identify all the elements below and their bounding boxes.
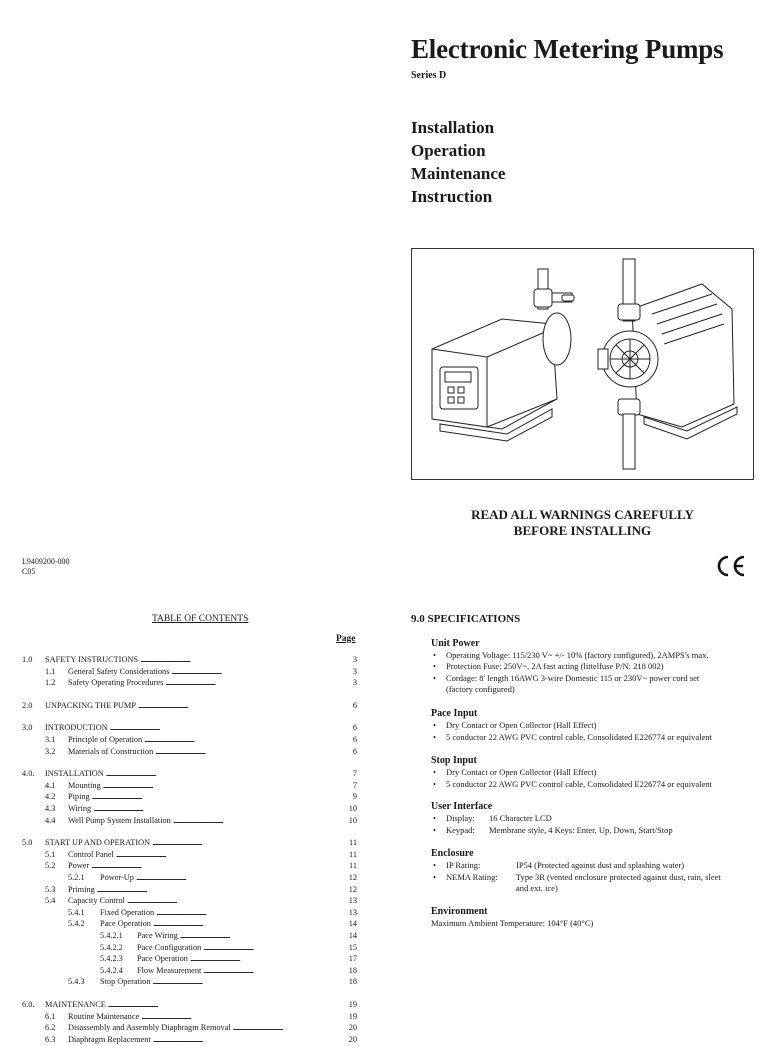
- toc-leader: [45, 722, 357, 734]
- toc-page-number: 14: [348, 931, 357, 940]
- doc-number: L9409200-000: [22, 557, 70, 566]
- toc-leader: [68, 815, 357, 827]
- toc-number: 5.4.2: [68, 919, 85, 929]
- spec-line: (factory configured): [446, 684, 515, 694]
- toc-title: Disassembly and Assembly Diaphragm Removal: [68, 1023, 231, 1033]
- toc-title: Diaphragm Replacement: [68, 1034, 151, 1044]
- topic-maintenance: Maintenance: [411, 164, 506, 183]
- toc-title: General Safety Considerations: [68, 666, 170, 676]
- toc-page-number: 11: [349, 861, 357, 871]
- spec-label: IP Rating:: [446, 860, 481, 870]
- toc-page-number: 6: [352, 735, 357, 744]
- toc-page-number: 6: [352, 746, 357, 756]
- toc-title: Routine Maintenance: [68, 1011, 140, 1021]
- toc-entry: [0, 722, 357, 733]
- toc-entry: [0, 1034, 357, 1045]
- toc-leader: [68, 803, 357, 815]
- toc-leader: [68, 734, 357, 746]
- spec-label: Display:: [446, 813, 475, 823]
- bullet-icon: •: [433, 650, 436, 660]
- toc-number: 6.3: [45, 1034, 56, 1044]
- toc-entry: [0, 803, 357, 814]
- toc-number: 3.1: [45, 735, 56, 744]
- toc-title: UNPACKING THE PUMP: [45, 700, 136, 710]
- bullet-icon: •: [433, 813, 436, 823]
- toc-number: 5.4.1: [68, 907, 85, 917]
- toc-page-number: 15: [348, 942, 357, 952]
- toc-page-number: 19: [348, 1011, 357, 1021]
- toc-page-label: Page: [336, 634, 356, 644]
- bullet-icon: •: [433, 779, 436, 789]
- spec-line: Protection Fuse: 250V~, 2A fast acting (littelfuse P/N: 218 002): [446, 661, 664, 671]
- toc-leader: [68, 1011, 357, 1023]
- toc-leader: [68, 1034, 357, 1046]
- spec-line: Dry Contact or Open Collector (Hall Effect): [446, 720, 597, 730]
- toc-title: SAFETY INSTRUCTIONS: [45, 655, 139, 664]
- spec-value: and ext. ice): [516, 883, 558, 893]
- warning-line-2: BEFORE INSTALLING: [513, 523, 652, 538]
- toc-leader: [45, 999, 357, 1011]
- toc-entry: [0, 734, 357, 745]
- toc-leader: [45, 837, 357, 849]
- toc-entry: [0, 1011, 357, 1022]
- toc-page-number: 13: [348, 896, 357, 906]
- warning-line-1: READ ALL WARNINGS CAREFULLY: [471, 507, 694, 522]
- toc-number: 5.2: [45, 861, 56, 871]
- toc-leader: [45, 700, 357, 712]
- toc-number: 5.4.2.3: [100, 954, 123, 964]
- toc-leader: [100, 976, 357, 988]
- toc-title: Control Panel: [68, 849, 114, 859]
- toc-title: MAINTENANCE: [45, 1000, 106, 1009]
- doc-revision: C05: [22, 567, 36, 576]
- toc-page-number: 18: [348, 965, 357, 975]
- topic-installation: Installation: [411, 118, 495, 137]
- toc-number: 5.2.1: [68, 873, 85, 882]
- toc-page-number: 13: [348, 907, 357, 917]
- spec-line: 5 conductor 22 AWG PVC control cable, Consolidated E226774 or equivalent: [446, 779, 712, 789]
- toc-number: 5.4.3: [68, 977, 85, 987]
- toc-title: Power-Up: [100, 873, 134, 882]
- topic-operation: Operation: [411, 141, 486, 160]
- toc-leader: [68, 746, 357, 758]
- toc-leader: [137, 942, 357, 954]
- spec-value: 16 Character LCD: [489, 813, 552, 823]
- bullet-icon: •: [433, 661, 436, 671]
- toc-leader: [68, 780, 357, 792]
- toc-number: 5.1: [45, 849, 56, 859]
- toc-leader: [100, 907, 357, 919]
- toc-page-number: 18: [348, 977, 357, 987]
- ce-mark-logo: [714, 553, 746, 579]
- toc-entry: [0, 654, 357, 665]
- toc-entry: [0, 918, 357, 929]
- toc-leader: [45, 654, 357, 666]
- toc-number: 4.4: [45, 815, 56, 825]
- toc-leader: [137, 965, 357, 977]
- toc-title: TABLE OF CONTENTS: [152, 614, 249, 624]
- toc-page-number: 9: [352, 792, 357, 802]
- spec-label: Keypad:: [446, 825, 475, 835]
- toc-page-number: 19: [348, 1000, 357, 1009]
- toc-entry: [0, 942, 357, 953]
- spec-value: Type 3R (vented enclosure protected against dust, rain, sleet: [516, 872, 721, 882]
- spec-line: Maximum Ambient Temperature: 104°F (40°C): [431, 918, 594, 928]
- toc-number: 4.3: [45, 804, 56, 813]
- toc-title: START UP AND OPERATION: [45, 838, 151, 848]
- toc-number: 6.1: [45, 1011, 56, 1021]
- bullet-icon: •: [433, 673, 436, 683]
- bullet-icon: •: [433, 860, 436, 870]
- toc-leader: [100, 918, 357, 930]
- toc-leader: [100, 872, 357, 884]
- toc-title: Stop Operation: [100, 977, 151, 987]
- toc-number: 3.0: [22, 723, 33, 733]
- toc-number: 5.4: [45, 896, 56, 906]
- toc-leader: [68, 666, 357, 678]
- stop-input-heading: Stop Input: [431, 755, 477, 766]
- toc-entry: [0, 953, 357, 964]
- toc-entry: [0, 965, 357, 976]
- toc-entry: [0, 930, 357, 941]
- bullet-icon: •: [433, 767, 436, 777]
- toc-leader: [68, 849, 357, 861]
- toc-leader: [68, 895, 357, 907]
- toc-title: Priming: [68, 884, 95, 894]
- toc-entry: [0, 815, 357, 826]
- toc-page-number: 20: [348, 1034, 357, 1044]
- toc-title: Power: [68, 861, 90, 871]
- toc-entry: [0, 837, 357, 848]
- toc-title: Piping: [68, 792, 90, 802]
- toc-entry: [0, 884, 357, 895]
- toc-number: 4.2: [45, 792, 56, 802]
- toc-leader: [68, 884, 357, 896]
- toc-leader: [137, 953, 357, 965]
- pump-illustration: [411, 248, 754, 480]
- toc-number: 5.4.2.2: [100, 942, 123, 952]
- toc-number: 5.0: [22, 838, 33, 848]
- pace-input-heading: Pace Input: [431, 708, 478, 719]
- spec-line: Cordage: 8' length 16AWG 3-wire Domestic 115 or 230V~ power cord set: [446, 673, 700, 683]
- toc-number: 6.0.: [22, 1000, 35, 1009]
- bullet-icon: •: [433, 720, 436, 730]
- toc-entry: [0, 849, 357, 860]
- spec-line: Dry Contact or Open Collector (Hall Effect): [446, 767, 597, 777]
- user-interface-heading: User Interface: [431, 801, 493, 812]
- toc-entry: [0, 860, 357, 871]
- toc-number: 4.0.: [22, 769, 35, 779]
- toc-number: 2.0: [22, 700, 33, 710]
- toc-number: 1.0: [22, 655, 33, 664]
- toc-entry: [0, 907, 357, 918]
- toc-leader: [45, 768, 357, 780]
- topic-instruction: Instruction: [411, 187, 493, 206]
- toc-entry: [0, 768, 357, 779]
- toc-title: Mounting: [68, 780, 101, 790]
- toc-title: Well Pump System Installation: [68, 815, 171, 825]
- toc-title: Pace Wiring: [137, 931, 178, 940]
- warning-notice: [411, 507, 754, 539]
- toc-leader: [68, 860, 357, 872]
- toc-page-number: 3: [352, 678, 357, 688]
- document-title: Electronic Metering Pumps: [411, 34, 724, 64]
- toc-title: Capacity Control: [68, 896, 125, 906]
- toc-title: Wiring: [68, 804, 92, 813]
- toc-title: Fixed Operation: [100, 907, 155, 917]
- toc-title: Pace Operation: [100, 919, 151, 929]
- toc-entry: [0, 976, 357, 987]
- toc-title: Flow Measurement: [137, 965, 202, 975]
- toc-title: INTRODUCTION: [45, 723, 108, 733]
- toc-page-number: 10: [348, 815, 357, 825]
- toc-entry: [0, 999, 357, 1010]
- toc-leader: [68, 791, 357, 803]
- toc-number: 5.4.2.4: [100, 965, 123, 975]
- toc-page-number: 12: [348, 873, 357, 882]
- toc-entry: [0, 746, 357, 757]
- toc-title: Principle of Operation: [68, 735, 143, 744]
- toc-page-number: 7: [352, 769, 357, 779]
- toc-page-number: 17: [348, 954, 357, 964]
- enclosure-heading: Enclosure: [431, 848, 474, 859]
- toc-page-number: 3: [352, 655, 357, 664]
- toc-number: 6.2: [45, 1023, 56, 1033]
- toc-title: Pace Configuration: [137, 942, 202, 952]
- toc-title: Pace Operation: [137, 954, 188, 964]
- toc-page-number: 6: [352, 723, 357, 733]
- spec-line: Operating Voltage: 115/230 V~ +/- 10% (factory configured), 2AMPS's max.: [446, 650, 709, 660]
- toc-number: 5.3: [45, 884, 56, 894]
- toc-title: Materials of Construction: [68, 746, 154, 756]
- toc-page-number: 14: [348, 919, 357, 929]
- toc-number: 4.1: [45, 780, 56, 790]
- toc-entry: [0, 895, 357, 906]
- environment-heading: Environment: [431, 906, 488, 917]
- spec-value: Membrane style, 4 Keys: Enter, Up, Down, Start/Stop: [489, 825, 673, 835]
- spec-label: NEMA Rating:: [446, 872, 498, 882]
- toc-number: 3.2: [45, 746, 56, 756]
- bullet-icon: •: [433, 825, 436, 835]
- toc-page-number: 20: [348, 1023, 357, 1033]
- toc-number: 5.4.2.1: [100, 931, 123, 940]
- toc-page-number: 7: [352, 780, 357, 790]
- toc-number: 1.1: [45, 666, 56, 676]
- ce-mark-icon: [714, 553, 746, 584]
- toc-entry: [0, 700, 357, 711]
- toc-entry: [0, 872, 357, 883]
- toc-entry: [0, 677, 357, 688]
- toc-page-number: 10: [348, 804, 357, 813]
- toc-title: INSTALLATION: [45, 769, 104, 779]
- toc-leader: [68, 677, 357, 689]
- toc-entry: [0, 791, 357, 802]
- toc-title: Safety Operating Procedures: [68, 678, 164, 688]
- series-label: Series D: [411, 70, 447, 81]
- toc-leader: [137, 930, 357, 942]
- toc-page-number: 6: [352, 700, 357, 710]
- toc-entry: [0, 666, 357, 677]
- document-number: [22, 557, 70, 577]
- toc-number: 1.2: [45, 678, 56, 688]
- spec-line: 5 conductor 22 AWG PVC control cable, Consolidated E226774 or equivalent: [446, 732, 712, 742]
- toc-page-number: 11: [349, 838, 357, 848]
- specifications-heading: 9.0 SPECIFICATIONS: [411, 613, 521, 625]
- toc-page-number: 3: [352, 666, 357, 676]
- pumps-drawing: [412, 249, 753, 479]
- bullet-icon: •: [433, 872, 436, 882]
- toc-page-number: 11: [349, 849, 357, 859]
- toc-entry: [0, 780, 357, 791]
- unit-power-heading: Unit Power: [431, 638, 480, 649]
- bullet-icon: •: [433, 732, 436, 742]
- toc-page-number: 12: [348, 884, 357, 894]
- spec-value: IP54 (Protected against dust and splashing water): [516, 860, 685, 870]
